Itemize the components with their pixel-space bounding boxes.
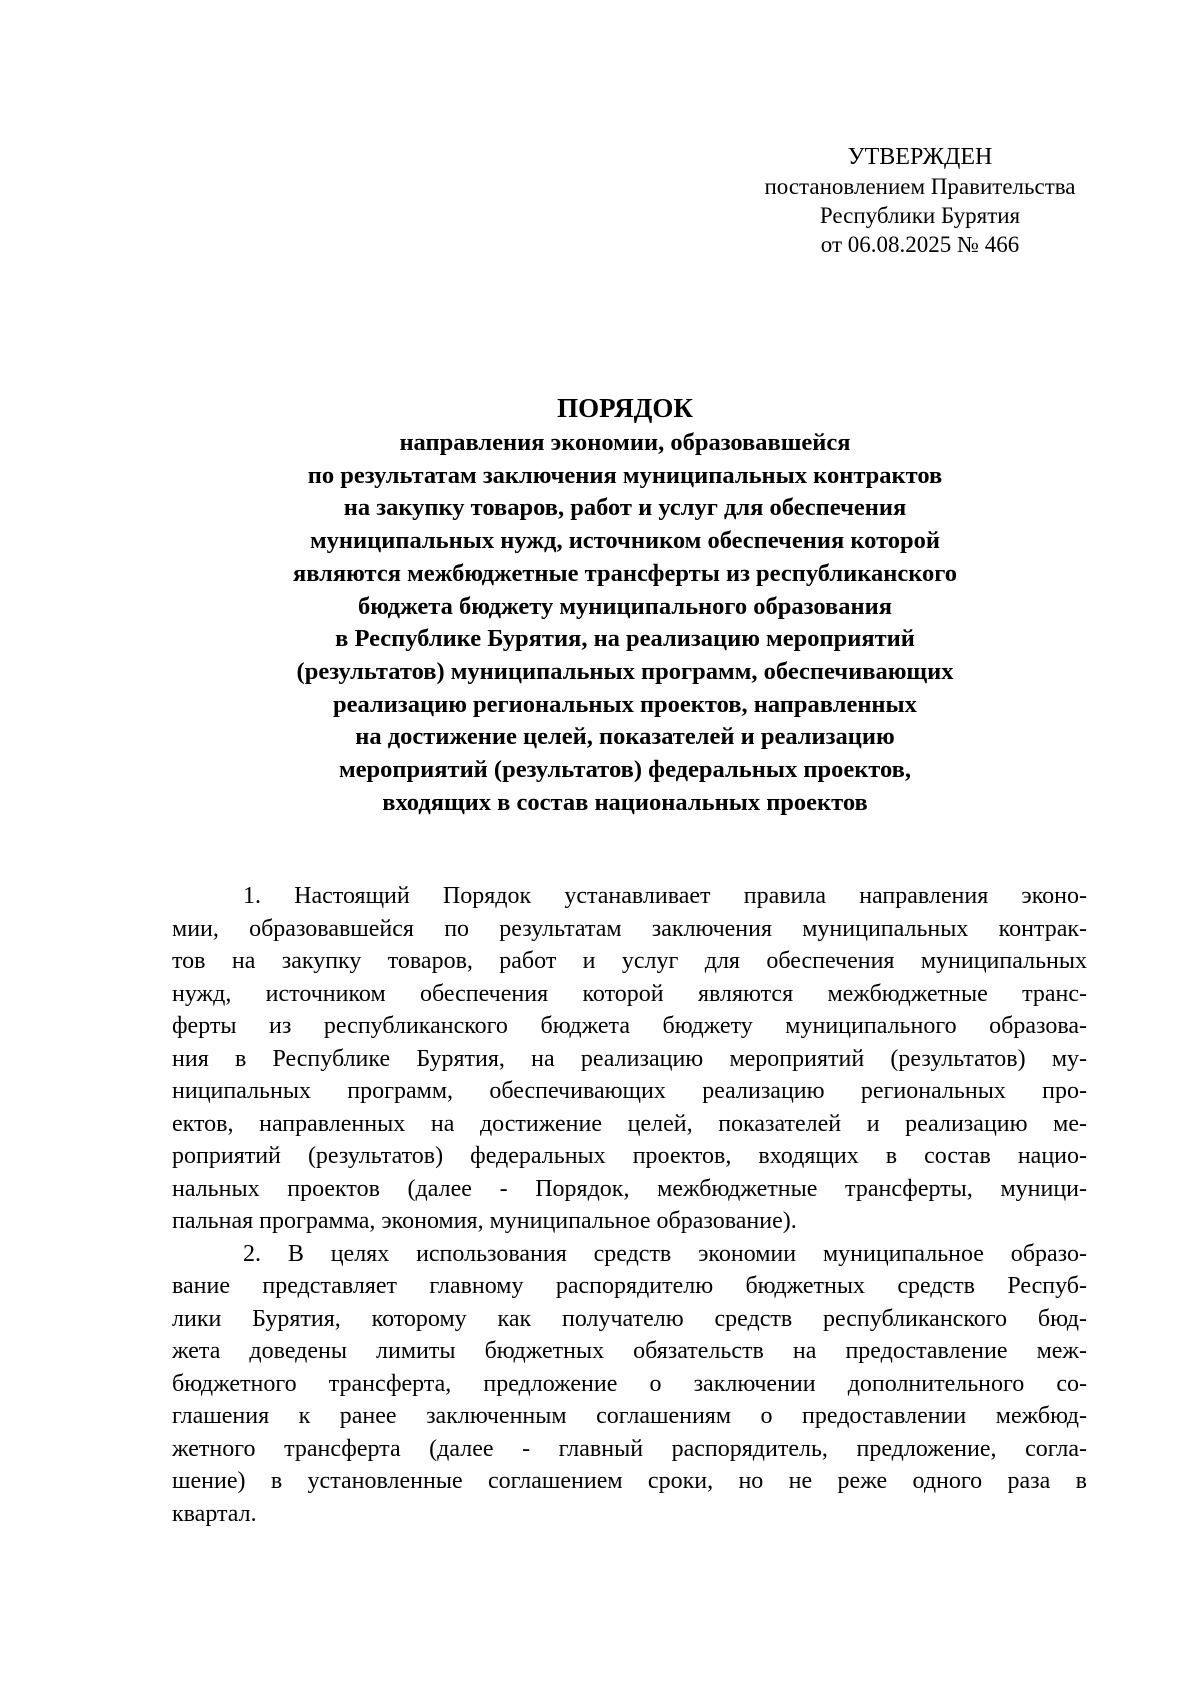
paragraph-line: жета доведены лимиты бюджетных обязательств на предоставление меж- xyxy=(172,1338,1087,1364)
paragraph-line: глашения к ранее заключенным соглашениям о предоставлении межбюд- xyxy=(172,1403,1087,1429)
approval-stamp xyxy=(730,143,1110,259)
title-line: в Республике Бурятия, на реализацию мероприятий xyxy=(335,625,915,653)
paragraph-line: квартал. xyxy=(172,1500,257,1527)
paragraph-line: лики Бурятия, которому как получателю средств республиканского бюд- xyxy=(172,1305,1087,1332)
approval-authority: Республики Бурятия xyxy=(819,203,1021,228)
document-body xyxy=(172,880,1087,1530)
paragraph-line: бюджетного трансферта, предложение о заключении дополнительного со- xyxy=(172,1370,1087,1397)
title-heading: ПОРЯДОК xyxy=(557,393,693,423)
approval-basis: постановлением Правительства xyxy=(764,174,1076,199)
paragraph-line: мии, образовавшейся по результатам заключения муниципальных контрак- xyxy=(172,915,1087,942)
paragraph-line: шение) в установленные соглашением сроки, но не реже одного раза в xyxy=(172,1468,1087,1494)
title-line: на закупку товаров, работ и услуг для обеспечения xyxy=(343,494,907,522)
title-line: направления экономии, образовавшейся xyxy=(399,429,851,456)
title-line: (результатов) муниципальных программ, обеспечивающих xyxy=(296,657,954,685)
paragraph-line: нужд, источником обеспечения которой являются межбюджетные транс- xyxy=(172,980,1087,1007)
title-line: входящих в состав национальных проектов xyxy=(382,788,868,816)
title-line: мероприятий (результатов) федеральных проектов, xyxy=(338,756,912,784)
paragraph-line: пальная программа, экономия, муниципальное образование). xyxy=(172,1208,797,1234)
title-line: по результатам заключения муниципальных контрактов xyxy=(307,461,943,489)
paragraph-line: 1. Настоящий Порядок устанавливает правила направления эконо- xyxy=(243,883,1087,909)
paragraph-line: тов на закупку товаров, работ и услуг для обеспечения муниципальных xyxy=(172,948,1087,974)
paragraph-line: нальных проектов (далее - Порядок, межбюджетные трансферты, муници- xyxy=(172,1175,1087,1202)
approval-status: УТВЕРЖДЕН xyxy=(847,144,993,170)
paragraph-line: ферты из республиканского бюджета бюджету муниципального образова- xyxy=(172,1013,1087,1039)
title-line: на достижение целей, показателей и реализацию xyxy=(355,723,895,751)
approval-date-number: от 06.08.2025 № 466 xyxy=(820,232,1020,257)
document-title xyxy=(160,390,1090,819)
title-line: муниципальных нужд, источником обеспечения которой xyxy=(309,527,941,555)
title-line: бюджета бюджету муниципального образования xyxy=(358,592,892,620)
title-line: являются межбюджетные трансферты из республиканского xyxy=(292,559,958,587)
paragraph-line: вание представляет главному распорядителю бюджетных средств Респуб- xyxy=(172,1273,1087,1299)
paragraph-line: ниципальных программ, обеспечивающих реализацию региональных про- xyxy=(172,1078,1087,1104)
paragraph-line: ния в Республике Бурятия, на реализацию мероприятий (результатов) му- xyxy=(172,1045,1087,1072)
paragraph-line: ектов, направленных на достижение целей, показателей и реализацию ме- xyxy=(172,1110,1087,1137)
paragraph-2 xyxy=(172,1238,1087,1531)
paragraph-line: жетного трансферта (далее - главный распорядитель, предложение, согла- xyxy=(172,1435,1087,1462)
paragraph-line: 2. В целях использования средств экономии муниципальное образо- xyxy=(243,1240,1087,1267)
paragraph-1 xyxy=(172,880,1087,1238)
title-line: реализацию региональных проектов, направленных xyxy=(333,690,917,718)
paragraph-line: роприятий (результатов) федеральных проектов, входящих в состав нацио- xyxy=(172,1143,1087,1169)
